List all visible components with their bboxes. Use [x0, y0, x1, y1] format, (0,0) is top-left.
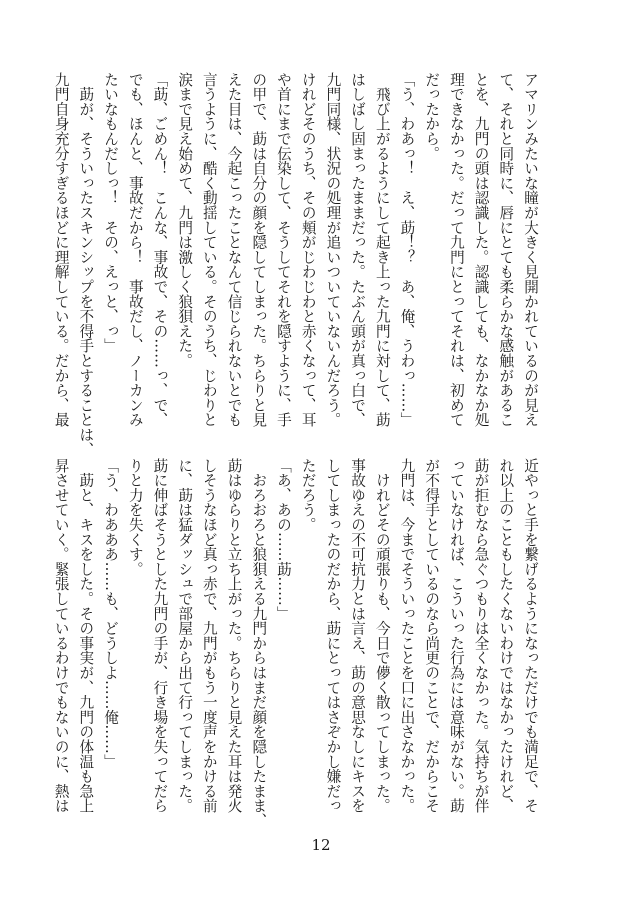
text-line: 「あ、あの……莇……」: [274, 458, 292, 621]
text-block-top: [52, 72, 542, 457]
text-line: 莇と、キスをした。その事実が、九門の体温も急上: [77, 458, 95, 814]
text-line: 九門同様、状況の処理が追いついていないんだろう。: [324, 72, 342, 428]
text-block-bottom: [52, 458, 542, 828]
text-line: 理できなかった。だって九門にとってそれは、初めて: [447, 72, 465, 428]
text-line: 「う、わあっ！ え、莇！？ あ、俺、うわっ……」: [398, 72, 416, 428]
text-line: 九門自身充分すぎるほどに理解している。だから、最: [52, 72, 70, 428]
text-line: けれどその頑張りも、今日で儚く散ってしまった。: [373, 458, 391, 814]
text-line: 九門は、今までそういったことを口に出さなかった。: [398, 458, 416, 814]
text-line: 「う、わあああ……も、どうしよ……俺……」: [102, 458, 120, 769]
text-line: ただろう。: [299, 458, 317, 532]
text-line: 莇が拒むなら急ぐつもりは全くなかった。気持ちが伴: [472, 458, 490, 814]
text-line: 涙まで見え始めて、九門は激しく狼狽えた。: [176, 72, 194, 368]
text-line: えた目は、今起こったことなんて信じられないとでも: [225, 72, 243, 428]
text-line: 飛び上がるようにして起き上った九門に対して、莇: [373, 72, 391, 428]
text-line: けれどそのうち、その頬がじわじわと赤くなって、耳: [299, 72, 317, 428]
text-line: っていなければ、こういった行為には意味がない。莇: [447, 458, 465, 814]
page-number: 12: [311, 836, 331, 854]
text-line: 「莇、ごめん！ こんな、事故で、その……っ、で、: [151, 72, 169, 428]
text-line: れ以上のこともしたくないわけではなかったけれど、: [497, 458, 515, 814]
text-line: しそうなほど真っ赤で、九門がもう一度声をかける前: [200, 458, 218, 814]
text-line: 莇に伸ばそうとした九門の手が、行き場を失ってだら: [151, 458, 169, 814]
text-line: おろおろと狼狽える九門からはまだ顔を隠したまま、: [250, 458, 268, 828]
text-line: だったから。: [423, 72, 441, 161]
text-line: や首にまで伝染して、そうしてそれを隠すように、手: [274, 72, 292, 428]
text-line: 言うように、酷く動揺している。そのうち、じわりと: [200, 72, 218, 428]
text-line: 莇が、そういったスキンシップを不得手とすることは、: [77, 72, 95, 457]
text-line: りと力を失くす。: [126, 458, 144, 577]
text-line: とを、九門の頭は認識した。認識しても、なかなか処: [472, 72, 490, 428]
text-line: はしばし固まったままだった。たぶん頭が真っ白で、: [349, 72, 367, 428]
text-line: 事故ゆえの不可抗力とは言え、莇の意思なしにキスを: [349, 458, 367, 814]
text-line: 近やっと手を繋げるようになっただけでも満足で、そ: [522, 458, 539, 814]
text-line: が不得手としているのなら尚更のことで、だからこそ: [423, 458, 441, 814]
text-line: の甲で、莇は自分の顔を隠してしまった。ちらりと見: [250, 72, 268, 428]
text-line: て、それと同時に、唇にとても柔らかな感触があるこ: [497, 72, 515, 428]
text-line: 莇はゆらりと立ち上がった。ちらりと見えた耳は発火: [225, 458, 243, 814]
text-line: 昇させていく。緊張しているわけでもないのに、熱は: [52, 458, 70, 814]
text-line: たいなもんだしっ！ その、えっと、っ」: [102, 72, 120, 354]
text-line: してしまったのだから、莇にとってはさぞかし嫌だっ: [324, 458, 342, 814]
text-line: に、莇は猛ダッシュで部屋から出て行ってしまった。: [176, 458, 194, 814]
text-line: アマリンみたいな瞳が大きく見開かれているのが見え: [522, 72, 539, 428]
text-line: でも、ほんと、事故だから！ 事故だし、ノーカンみ: [126, 72, 144, 428]
